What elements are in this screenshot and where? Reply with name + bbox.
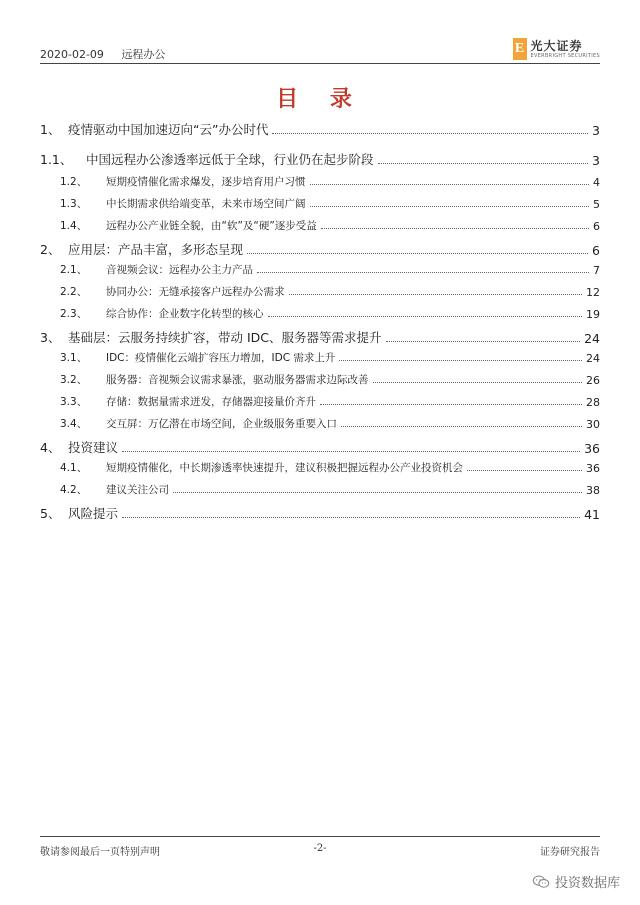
- toc-entry-page: 36: [586, 462, 600, 475]
- toc-entry[interactable]: [40, 262, 600, 277]
- toc-entry-title: 服务器：音视频会议需求暴涨，驱动服务器需求边际改善: [106, 374, 369, 386]
- toc-entry-title: 应用层：产品丰富，多形态呈现: [68, 242, 244, 257]
- toc-entry-number: 1.4、: [60, 220, 88, 232]
- toc-entry-page: 24: [586, 352, 600, 365]
- toc-entry[interactable]: [40, 240, 600, 258]
- report-topic: 远程办公: [121, 48, 166, 61]
- toc-leader-dots: [257, 272, 589, 273]
- toc-entry-page: 30: [586, 418, 600, 431]
- toc-leader-dots: [467, 470, 582, 471]
- toc-entry-number: 1.2、: [60, 176, 88, 188]
- wechat-icon: [532, 875, 550, 889]
- toc-entry-number: 5、: [40, 506, 61, 521]
- toc-leader-dots: [289, 294, 583, 295]
- toc-entry-number: 3.3、: [60, 396, 88, 408]
- toc-entry[interactable]: [40, 394, 600, 409]
- toc-entry-page: 36: [584, 441, 600, 456]
- toc-entry-number: 2.2、: [60, 286, 88, 298]
- toc-entry-number: 1.1、: [40, 152, 73, 167]
- toc-entry[interactable]: [40, 482, 600, 497]
- toc-leader-dots: [310, 184, 590, 185]
- toc-entry[interactable]: [40, 416, 600, 431]
- toc-entry-page: 7: [593, 264, 600, 277]
- toc-entry[interactable]: [40, 372, 600, 387]
- toc-entry[interactable]: [40, 174, 600, 189]
- footer-disclaimer: 敬请参阅最后一页特别声明: [40, 847, 160, 858]
- toc-entry-number: 1.3、: [60, 198, 88, 210]
- footer-divider: [40, 836, 600, 837]
- toc-leader-dots: [321, 228, 589, 229]
- toc-entry-page: 19: [586, 308, 600, 321]
- toc-entry-page: 12: [586, 286, 600, 299]
- toc-entry[interactable]: [40, 438, 600, 456]
- toc-leader-dots: [122, 517, 580, 518]
- toc-leader-dots: [320, 404, 582, 405]
- toc-entry-page: 6: [592, 243, 600, 258]
- toc-leader-dots: [268, 316, 583, 317]
- footer-report-type: 证券研究报告: [540, 847, 600, 858]
- toc-entry-title: 建议关注公司: [106, 484, 169, 496]
- toc-entry[interactable]: [40, 460, 600, 475]
- toc-entry-page: 6: [593, 220, 600, 233]
- header-meta: [40, 46, 179, 62]
- header-divider: [40, 63, 600, 64]
- toc-entry[interactable]: [40, 306, 600, 321]
- toc-entry-number: 3.4、: [60, 418, 88, 430]
- toc-entry-title: 综合协作：企业数字化转型的核心: [106, 308, 264, 320]
- toc-entry-title: 短期疫情催化，中长期渗透率快速提升，建议积极把握远程办公产业投资机会: [106, 462, 463, 474]
- toc-leader-dots: [272, 133, 588, 134]
- toc-entry[interactable]: [40, 218, 600, 233]
- toc-entry-title: 风险提示: [68, 506, 119, 521]
- toc-entry[interactable]: [40, 150, 600, 168]
- toc-entry-title: 投资建议: [68, 440, 119, 455]
- toc-entry-title: 协同办公：无缝承接客户远程办公需求: [106, 286, 285, 298]
- toc-entry-number: 2.1、: [60, 264, 88, 276]
- toc-leader-dots: [173, 492, 582, 493]
- toc-leader-dots: [310, 206, 590, 207]
- toc-title: 目 录: [276, 86, 364, 112]
- toc-entry[interactable]: [40, 196, 600, 211]
- toc-leader-dots: [378, 163, 589, 164]
- toc-entry[interactable]: [40, 120, 600, 138]
- toc-entry-title: 远程办公产业链全貌，由“软”及“硬”逐步受益: [106, 220, 317, 232]
- page-number: -2-: [313, 843, 327, 854]
- toc-entry-number: 4、: [40, 440, 61, 455]
- toc-leader-dots: [341, 426, 582, 427]
- toc-entry-title: 中国远程办公渗透率远低于全球，行业仍在起步阶段: [86, 152, 374, 167]
- toc-entry-title: 中长期需求供给端变革，未来市场空间广阔: [106, 198, 306, 210]
- toc-entry-page: 38: [586, 484, 600, 497]
- toc-leader-dots: [339, 360, 582, 361]
- toc-entry-page: 26: [586, 374, 600, 387]
- toc-entry-title: 基础层：云服务持续扩容，带动 IDC、服务器等需求提升: [68, 330, 382, 345]
- toc-entry-title: 疫情驱动中国加速迈向“云”办公时代: [68, 122, 269, 137]
- brand-logo: [513, 38, 600, 60]
- toc-entry-number: 2、: [40, 242, 61, 257]
- toc-entry[interactable]: [40, 350, 600, 365]
- toc-entry-title: IDC：疫情催化云端扩容压力增加，IDC 需求上升: [106, 352, 336, 364]
- report-date: 2020-02-09: [40, 48, 104, 61]
- toc-entry-number: 2.3、: [60, 308, 88, 320]
- toc-entry-page: 3: [592, 153, 600, 168]
- toc-entry-number: 4.2、: [60, 484, 88, 496]
- toc-leader-dots: [373, 382, 583, 383]
- toc-entry[interactable]: [40, 328, 600, 346]
- brand-mark-icon: E: [513, 38, 527, 60]
- toc-entry-page: 4: [593, 176, 600, 189]
- toc-entry-title: 音视频会议：远程办公主力产品: [106, 264, 253, 276]
- toc-entry[interactable]: [40, 504, 600, 522]
- toc-entry-page: 3: [592, 123, 600, 138]
- toc-leader-dots: [247, 253, 588, 254]
- toc-entry[interactable]: [40, 284, 600, 299]
- toc-entry-page: 28: [586, 396, 600, 409]
- toc-entry-page: 24: [584, 331, 600, 346]
- watermark: [532, 872, 620, 891]
- toc-entry-title: 交互屏：万亿潜在市场空间，企业级服务重要入口: [106, 418, 337, 430]
- toc-entry-number: 3.1、: [60, 352, 88, 364]
- brand-name-cn: 光大证券: [530, 38, 583, 53]
- toc-entry-title: 存储：数据量需求迸发，存储器迎接量价齐升: [106, 396, 316, 408]
- toc-entry-number: 1、: [40, 122, 61, 137]
- brand-name-en: EVERBRIGHT SECURITIES: [530, 52, 600, 59]
- toc-leader-dots: [386, 341, 581, 342]
- toc-entry-title: 短期疫情催化需求爆发，逐步培育用户习惯: [106, 176, 306, 188]
- toc-entry-number: 4.1、: [60, 462, 88, 474]
- toc-leader-dots: [122, 451, 580, 452]
- toc-entry-number: 3.2、: [60, 374, 88, 386]
- watermark-text: 投资数据库: [554, 876, 620, 891]
- toc-entry-page: 41: [584, 507, 600, 522]
- toc-entry-number: 3、: [40, 330, 61, 345]
- toc-entry-page: 5: [593, 198, 600, 211]
